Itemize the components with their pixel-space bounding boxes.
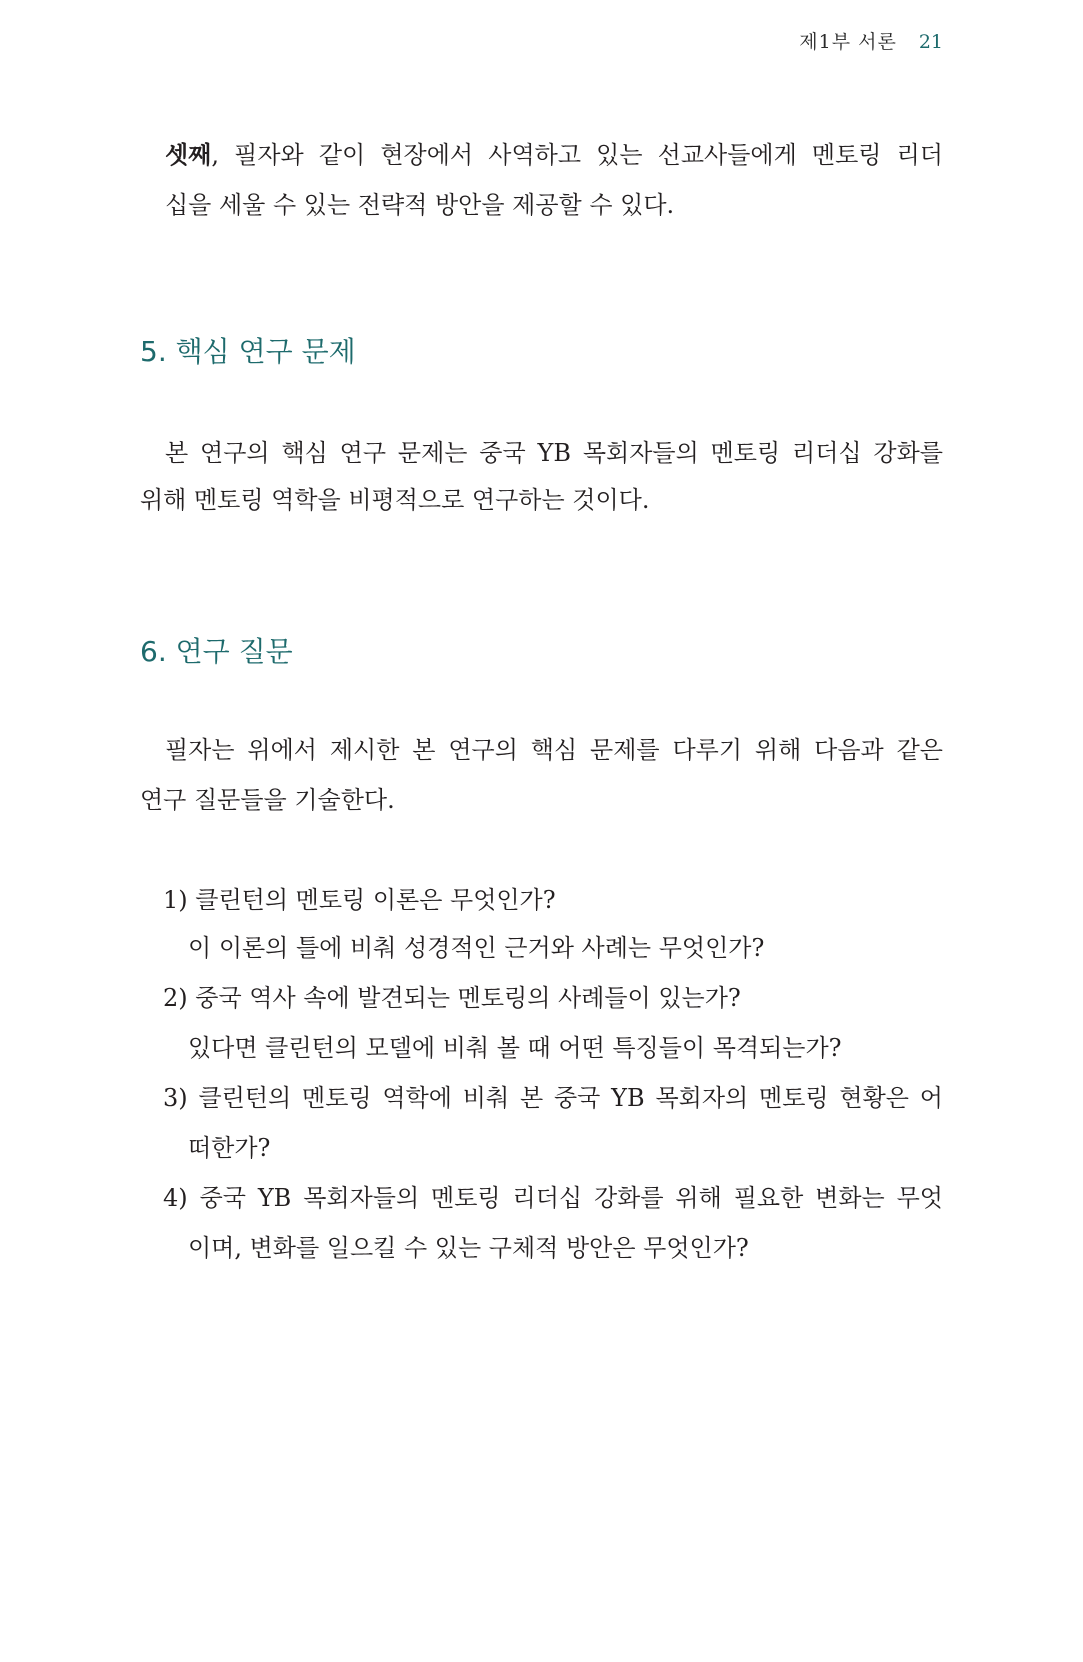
running-header: [799, 28, 943, 56]
question-1-line-2: 이 이론의 틀에 비춰 성경적인 근거와 사례는 무엇인가?: [188, 934, 765, 962]
section-5-line-1: 본 연구의 핵심 연구 문제는 중국 YB 목회자들의 멘토링 리더십 강화를: [165, 439, 943, 467]
part-title: 제1부 서론: [799, 31, 897, 53]
question-3-line-1: [163, 1080, 943, 1116]
question-2-marker: 2): [163, 984, 188, 1012]
question-3-text: 클린턴의 멘토링 역학에 비춰 본 중국 YB 목회자의 멘토링 현황은 어: [198, 1084, 943, 1112]
intro-line-1: [165, 137, 943, 173]
question-1-line-1: [163, 882, 943, 918]
question-3-line-2: 떠한가?: [188, 1134, 271, 1162]
section-6-heading: 6. 연구 질문: [140, 635, 293, 668]
question-4-text: 중국 YB 목회자들의 멘토링 리더십 강화를 위해 필요한 변화는 무엇: [199, 1184, 943, 1212]
intro-lead-word: 셋째: [165, 140, 212, 169]
question-2-text: 중국 역사 속에 발견되는 멘토링의 사례들이 있는가?: [195, 984, 741, 1012]
question-1-marker: 1): [163, 886, 188, 914]
section-5-heading: 5. 핵심 연구 문제: [140, 335, 356, 368]
question-4-line-2: 이며, 변화를 일으킬 수 있는 구체적 방안은 무엇인가?: [188, 1234, 749, 1262]
section-6-line-1: 필자는 위에서 제시한 본 연구의 핵심 문제를 다루기 위해 다음과 같은: [165, 736, 943, 764]
section-5-line-2: 위해 멘토링 역학을 비평적으로 연구하는 것이다.: [140, 486, 650, 514]
question-2-line-1: [163, 980, 943, 1016]
question-3-marker: 3): [163, 1084, 188, 1112]
section-6-line-2: 연구 질문들을 기술한다.: [140, 786, 395, 814]
question-4-line-1: [163, 1180, 943, 1216]
page-number: 21: [918, 31, 943, 53]
intro-line-1-text: , 필자와 같이 현장에서 사역하고 있는 선교사들에게 멘토링 리더: [211, 141, 943, 169]
question-2-line-2: 있다면 클린턴의 모델에 비춰 볼 때 어떤 특징들이 목격되는가?: [188, 1034, 842, 1062]
question-4-marker: 4): [163, 1184, 188, 1212]
question-1-text: 클린턴의 멘토링 이론은 무엇인가?: [195, 886, 556, 914]
intro-line-2: 십을 세울 수 있는 전략적 방안을 제공할 수 있다.: [165, 191, 675, 219]
